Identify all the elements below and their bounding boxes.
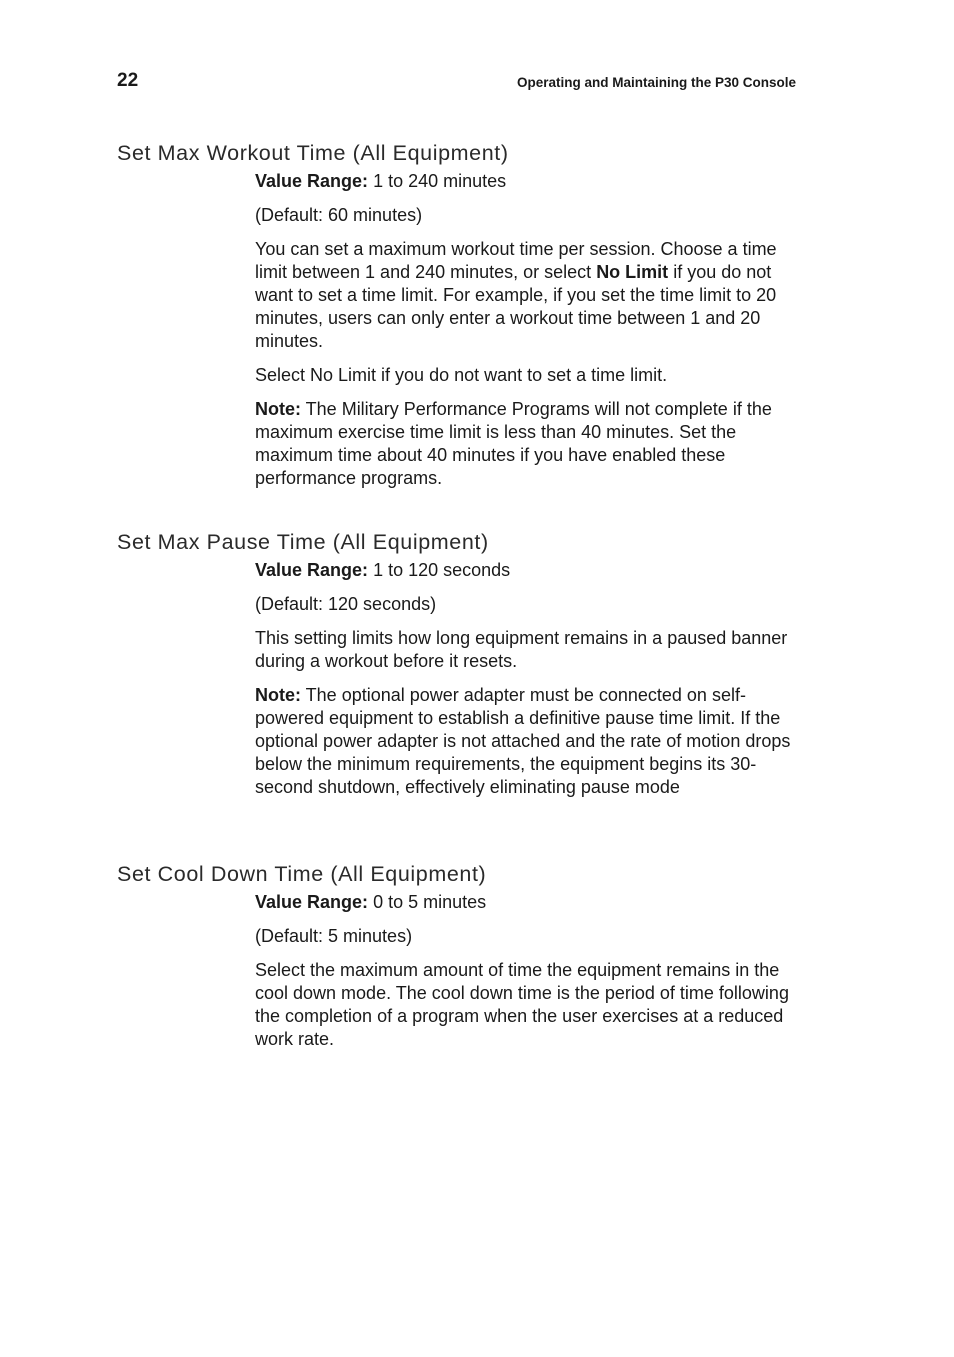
description: Select the maximum amount of time the equipment remains in the cool down mode. The cool down time is the period of time following the completion of a program when the user exercises at a reduced work rate. — [255, 960, 789, 1049]
section-heading: Set Max Pause Time (All Equipment) — [117, 530, 489, 554]
no-limit-term: No Limit — [596, 262, 669, 282]
note-text: The Military Performance Programs will not complete if the maximum exercise time limit is less than 40 minutes. Set the maximum time about 40 minutes if you have enabled these performance programs. — [255, 399, 772, 488]
value-range-label: Value Range: — [255, 171, 369, 191]
value-range-value: 1 to 120 seconds — [373, 560, 511, 580]
value-range — [255, 559, 800, 582]
note-label: Note: — [255, 685, 301, 705]
note — [255, 398, 800, 490]
note-label: Note: — [255, 399, 301, 419]
section-heading: Set Max Workout Time (All Equipment) — [117, 141, 509, 165]
value-range — [255, 170, 800, 193]
value-range-value: 0 to 5 minutes — [373, 892, 487, 912]
value-range-value: 1 to 240 minutes — [373, 171, 507, 191]
section-body — [255, 559, 800, 799]
section-body — [255, 170, 800, 490]
value-range — [255, 891, 800, 914]
description-text-cont: if you do not want to set a time limit. For example, if you set the time limit to 20 minutes, users can only enter a workout time between 1 and 20 minutes. — [255, 262, 777, 351]
note-text: The optional power adapter must be connected on self-powered equipment to establish a definitive pause time limit. If the optional power adapter is not attached and the rate of motion drops below the minimum requirements, the equipment begins its 30-second shutdown, effectively eliminating pause mode — [255, 685, 791, 797]
section-body — [255, 891, 800, 1051]
description-text: You can set a maximum workout time per session. Choose a time limit between 1 and 240 minutes, or select — [255, 239, 777, 282]
description-2: Select No Limit if you do not want to set a time limit. — [255, 365, 668, 385]
default-value: (Default: 120 seconds) — [255, 594, 437, 614]
default-value: (Default: 60 minutes) — [255, 205, 423, 225]
description: This setting limits how long equipment remains in a paused banner during a workout before it resets. — [255, 628, 788, 671]
note — [255, 684, 800, 799]
section-heading: Set Cool Down Time (All Equipment) — [117, 862, 487, 886]
section-max-pause-time — [117, 529, 797, 810]
running-header: Operating and Maintaining the P30 Console — [516, 75, 796, 90]
value-range-label: Value Range: — [255, 892, 369, 912]
page-number: 22 — [117, 70, 139, 91]
value-range-label: Value Range: — [255, 560, 369, 580]
default-value: (Default: 5 minutes) — [255, 926, 413, 946]
section-max-workout-time — [117, 140, 797, 501]
section-cool-down-time — [117, 861, 797, 1062]
description — [255, 238, 800, 353]
